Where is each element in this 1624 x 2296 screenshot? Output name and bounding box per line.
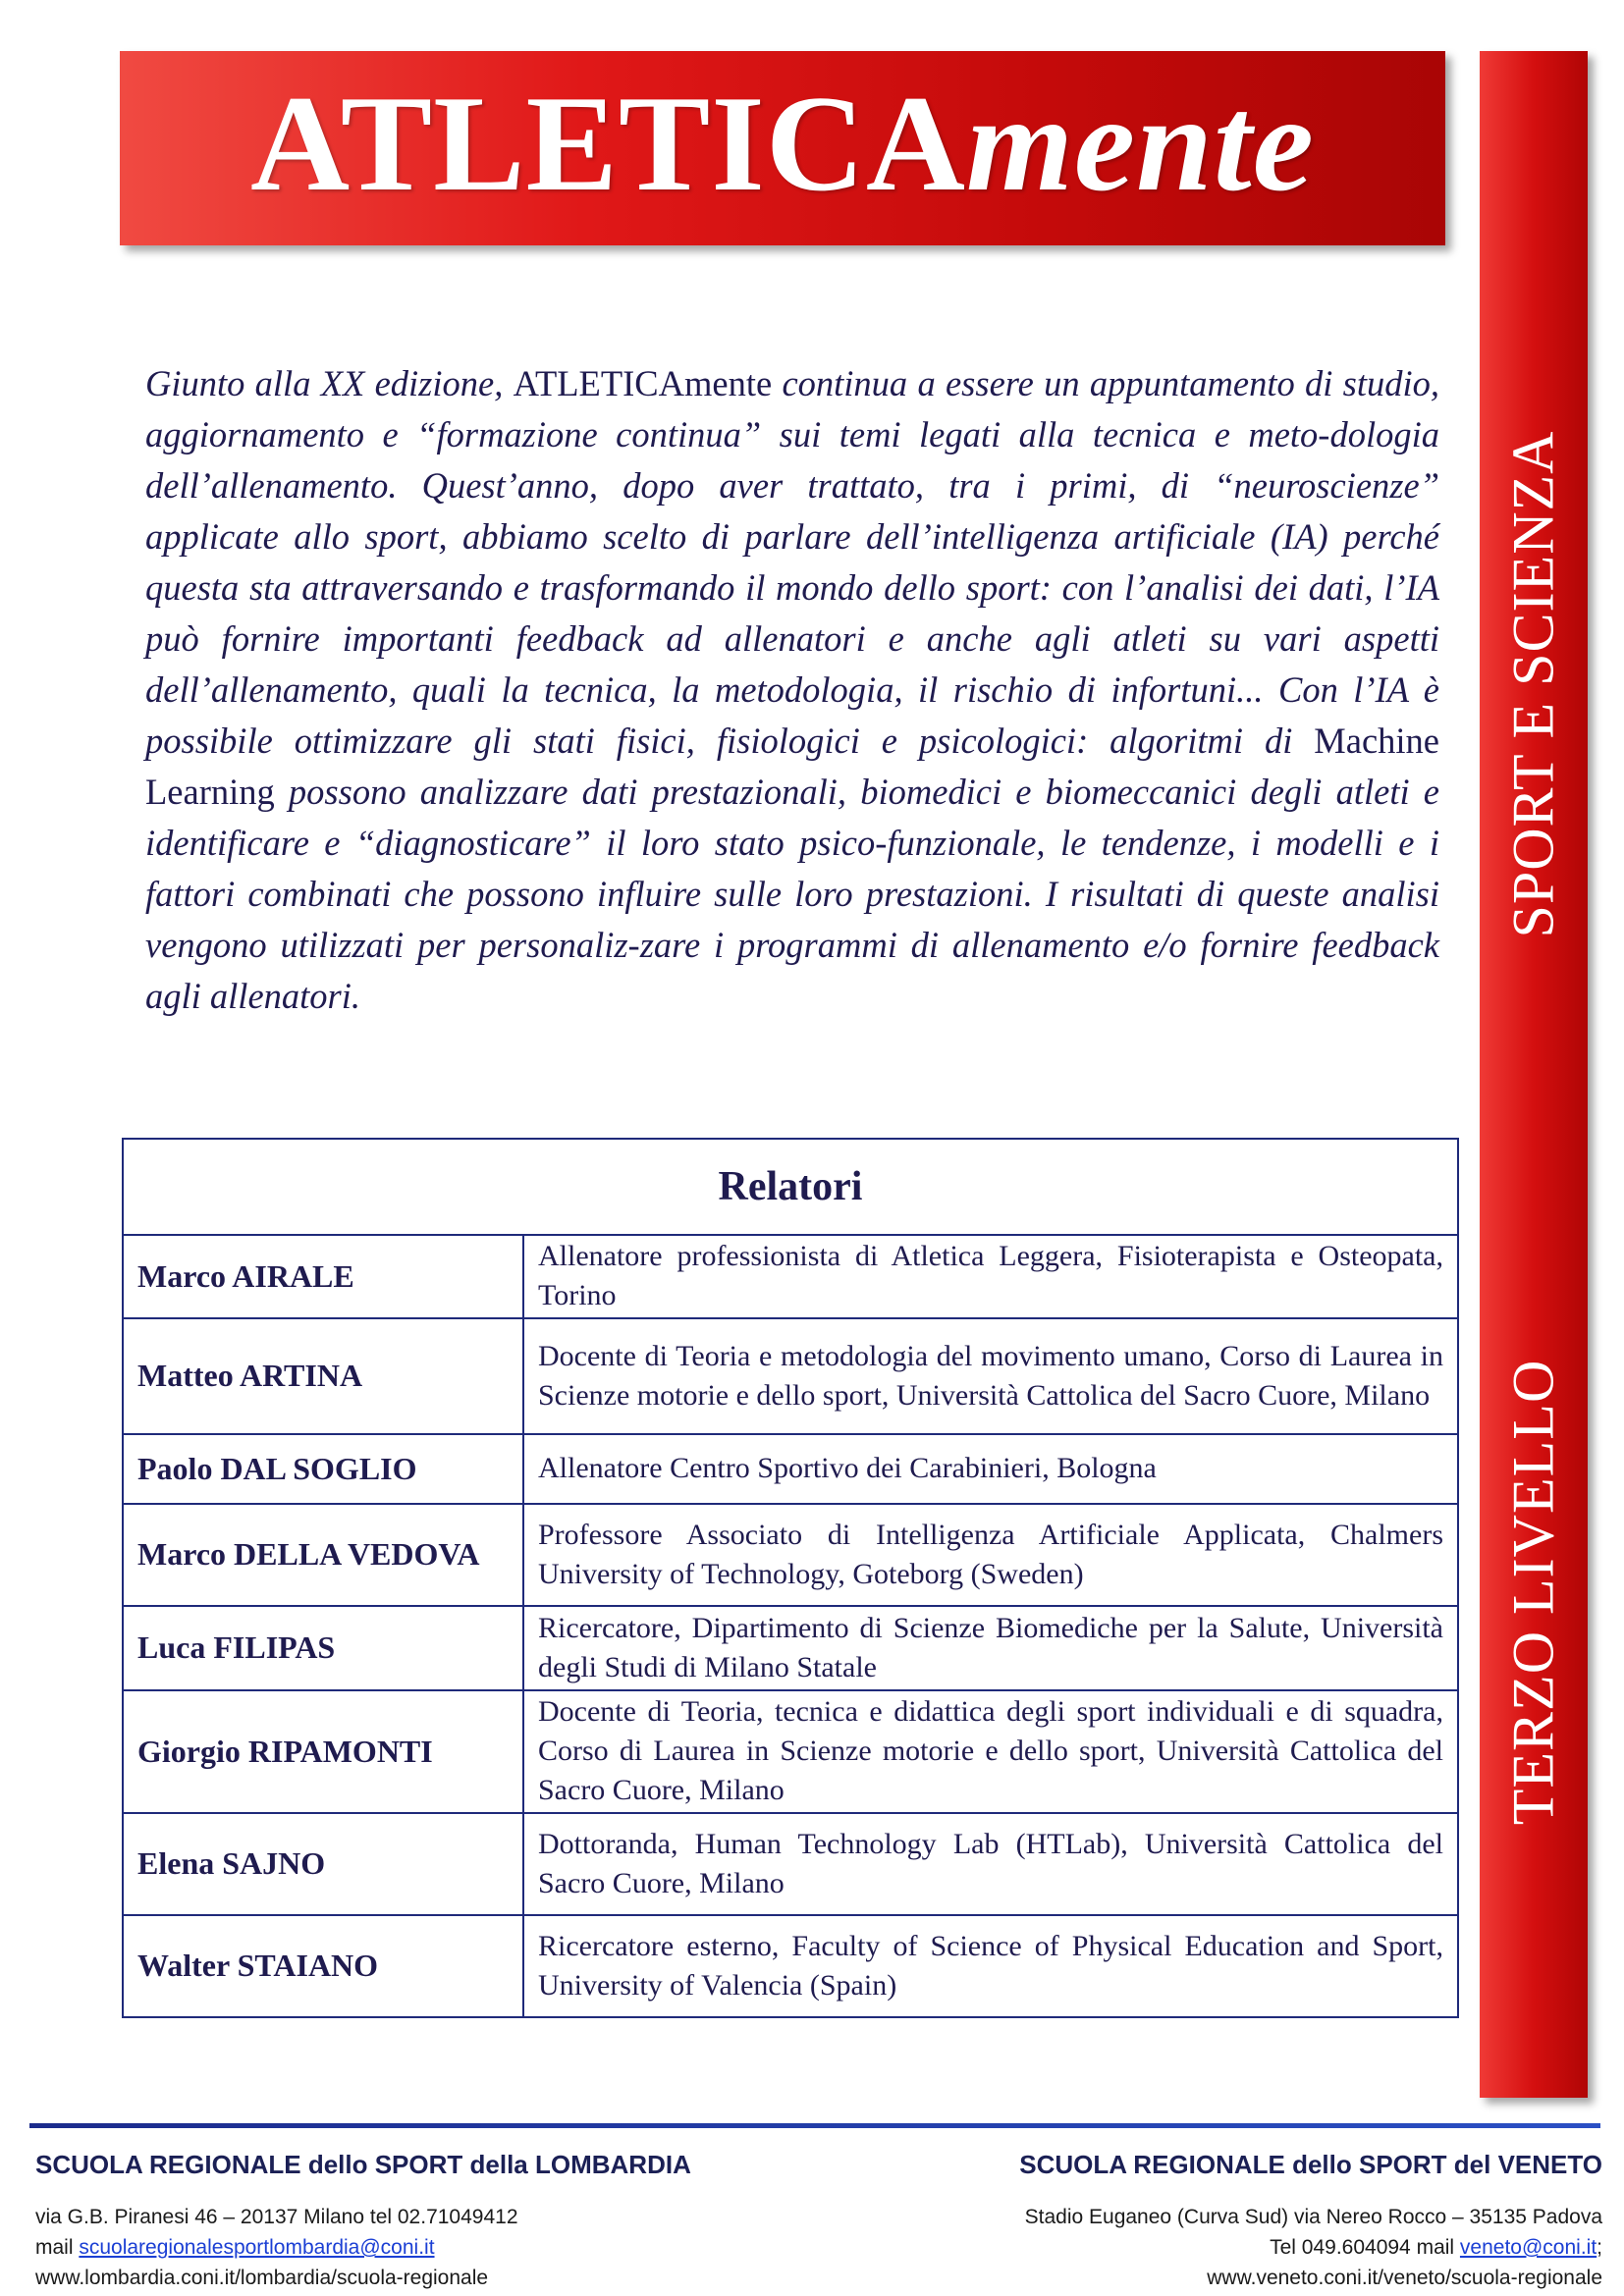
footer-lombardia-mail-label: mail	[35, 2236, 80, 2259]
side-label-terzo-livello: TERZO LIVELLO	[1500, 1359, 1566, 1826]
footer-lombardia-web[interactable]: www.lombardia.coni.it/lombardia/scuola-regionale	[35, 2267, 489, 2289]
speaker-role: Ricercatore, Dipartimento di Scienze Biomediche per la Salute, Università degli Studi di Milano Statale	[523, 1606, 1458, 1690]
speaker-role: Allenatore Centro Sportivo dei Carabinieri, Bologna	[523, 1434, 1458, 1504]
title-banner	[120, 51, 1445, 245]
speaker-role: Docente di Teoria, tecnica e didattica degli sport individuali e di squadra, Corso di Laurea in Scienze motorie e dello sport, Università Cattolica del Sacro Cuore, Milano	[523, 1690, 1458, 1813]
table-row	[123, 1690, 1458, 1813]
speaker-role: Docente di Teoria e metodologia del movimento umano, Corso di Laurea in Scienze motorie e dello sport, Università Cattolica del Sacro Cuore, Milano	[523, 1318, 1458, 1434]
table-row	[123, 1606, 1458, 1690]
footer-lombardia-mail-line	[35, 2232, 691, 2263]
speaker-name: Paolo DAL SOGLIO	[123, 1434, 523, 1504]
speaker-role: Professore Associato di Intelligenza Artificiale Applicata, Chalmers University of Technology, Goteborg (Sweden)	[523, 1504, 1458, 1606]
title-caps: ATLETICA	[250, 68, 966, 220]
intro-part2: possono analizzare dati prestazionali, biomedici e biomeccanici degli atleti e identificare e “diagnosticare” il loro stato psico-funzionale, le tendenze, i modelli e i fattori combinati che possono influire sulle loro prestazioni. I risultati di queste analisi vengono utilizzati per personaliz-zare i programmi di allenamento e/o fornire feedback agli allenatori.	[145, 772, 1439, 1016]
table-row	[123, 1915, 1458, 2017]
speaker-role: Dottoranda, Human Technology Lab (HTLab), Università Cattolica del Sacro Cuore, Milano	[523, 1813, 1458, 1915]
speaker-name: Luca FILIPAS	[123, 1606, 523, 1690]
table-row	[123, 1235, 1458, 1318]
intro-event-name: ATLETICAmente	[513, 363, 773, 403]
speaker-name: Giorgio RIPAMONTI	[123, 1690, 523, 1813]
footer-lombardia-address: via G.B. Piranesi 46 – 20137 Milano tel 02.71049412	[35, 2206, 518, 2228]
title-italic: mente	[965, 68, 1315, 220]
footer-lombardia-email-link[interactable]: scuolaregionalesportlombardia@coni.it	[79, 2236, 435, 2259]
speakers-header: Relatori	[123, 1139, 1458, 1235]
footer-veneto-semicolon: ;	[1597, 2236, 1602, 2259]
footer-veneto-title: SCUOLA REGIONALE dello SPORT del VENETO	[1019, 2150, 1602, 2179]
footer-veneto-email-link[interactable]: veneto@coni.it	[1459, 2236, 1597, 2259]
table-row	[123, 1504, 1458, 1606]
speakers-header-row	[123, 1139, 1458, 1235]
footer-veneto-address: Stadio Euganeo (Curva Sud) via Nereo Rocco – 35135 Padova	[1024, 2206, 1602, 2228]
table-row	[123, 1434, 1458, 1504]
speaker-role: Allenatore professionista di Atletica Leggera, Fisioterapista e Osteopata, Torino	[523, 1235, 1458, 1318]
side-bar	[1480, 51, 1588, 2098]
intro-part1: continua a essere un appuntamento di studio, aggiornamento e “formazione continua” sui temi legati alla tecnica e meto-dologia dell’allenamento. Quest’anno, dopo aver trattato, tra i primi, di “neuroscienze” applicate allo sport, abbiamo scelto di parlare dell’intelligenza artificiale (IA) perché questa sta attraversando e trasformando il mondo dello sport: con l’analisi dei dati, l’IA può fornire importanti feedback ad allenatori e anche agli atleti su vari aspetti dell’allenamento, quali la tecnica, la metodologia, il rischio di infortuni... Con l’IA è possibile ottimizzare gli stati fisici, fisiologici e psicologici: algoritmi di	[145, 363, 1440, 761]
speaker-name: Marco AIRALE	[123, 1235, 523, 1318]
speaker-name: Marco DELLA VEDOVA	[123, 1504, 523, 1606]
speaker-name: Elena SAJNO	[123, 1813, 523, 1915]
footer-divider	[29, 2123, 1600, 2128]
table-row	[123, 1318, 1458, 1434]
table-row	[123, 1813, 1458, 1915]
speakers-table	[122, 1138, 1459, 2018]
speaker-role: Ricercatore esterno, Faculty of Science of Physical Education and Sport, University of Valencia (Spain)	[523, 1915, 1458, 2017]
footer-veneto-web[interactable]: www.veneto.coni.it/veneto/scuola-regionale	[1207, 2267, 1602, 2289]
intro-paragraph	[145, 358, 1439, 1022]
footer-veneto	[1019, 2150, 1602, 2293]
side-label-sport-e-scienza: SPORT E SCIENZA	[1500, 430, 1566, 938]
page-title	[250, 68, 1315, 220]
footer-veneto-phone-mail: Tel 049.604094 mail	[1270, 2236, 1460, 2259]
footer-lombardia-title: SCUOLA REGIONALE dello SPORT della LOMBARDIA	[35, 2150, 691, 2179]
footer-veneto-contact-line	[1019, 2232, 1602, 2263]
speaker-name: Walter STAIANO	[123, 1915, 523, 2017]
footer-lombardia	[35, 2150, 691, 2293]
speaker-name: Matteo ARTINA	[123, 1318, 523, 1434]
intro-lead: Giunto alla XX edizione,	[145, 363, 514, 403]
intro-ml-term: Machine Learning	[145, 721, 1439, 812]
